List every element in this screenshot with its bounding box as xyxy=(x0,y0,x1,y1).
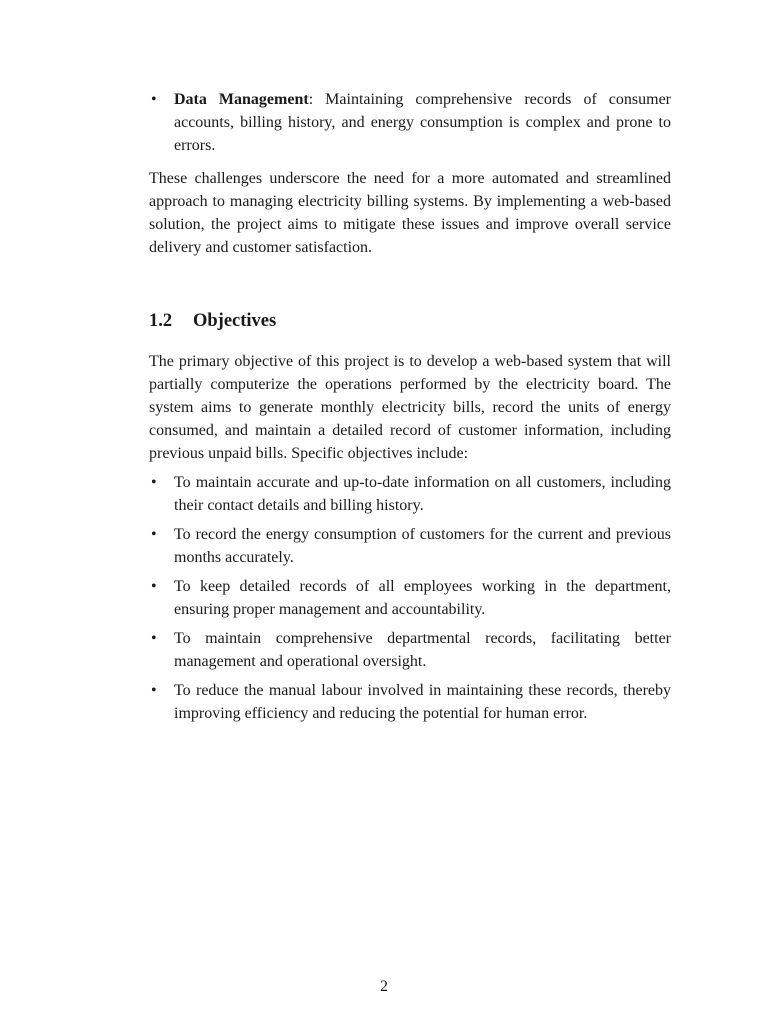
bullet-icon: • xyxy=(151,526,157,543)
bullet-icon: • xyxy=(151,630,157,647)
page-number: 2 xyxy=(380,978,388,995)
challenge-list xyxy=(149,88,671,157)
bullet-icon: • xyxy=(151,682,157,699)
objective-text: To record the energy consumption of customers for the current and previous months accurately. xyxy=(174,526,671,566)
data-management-text: : Maintaining comprehensive records of consumer accounts, billing history, and energy consumption is complex and prone to errors. xyxy=(174,91,672,154)
list-item xyxy=(149,471,671,517)
list-item xyxy=(149,679,671,725)
page-content xyxy=(149,88,671,725)
objective-text: To keep detailed records of all employees working in the department, ensuring proper management and accountability. xyxy=(174,578,671,618)
list-item xyxy=(149,575,671,621)
objective-text: To maintain accurate and up-to-date information on all customers, including their contact details and billing history. xyxy=(174,474,671,514)
section-number: 1.2 xyxy=(149,311,173,331)
section-heading xyxy=(149,308,671,334)
bullet-icon: • xyxy=(151,474,157,491)
data-management-label: Data Management xyxy=(174,91,309,108)
objectives-list xyxy=(149,471,671,725)
section-title: Objectives xyxy=(193,311,277,331)
objective-text: To reduce the manual labour involved in maintaining these records, thereby improving efficiency and reducing the potential for human error. xyxy=(174,682,671,722)
objectives-paragraph: The primary objective of this project is to develop a web-based system that will partially computerize the operations performed by the electricity board. The system aims to generate monthly electricity bills, record the units of energy consumed, and maintain a detailed record of customer information, including previous unpaid bills. Specific objectives include: xyxy=(149,353,671,462)
bullet-icon: • xyxy=(151,578,157,595)
challenges-paragraph: These challenges underscore the need for a more automated and streamlined approach to managing electricity billing systems. By implementing a web-based solution, the project aims to mitigate these issues and improve overall service delivery and customer satisfaction. xyxy=(149,170,671,256)
list-item-data-management xyxy=(149,88,671,157)
bullet-icon: • xyxy=(151,91,157,108)
objective-text: To maintain comprehensive departmental records, facilitating better management and operational oversight. xyxy=(174,630,671,670)
list-item xyxy=(149,627,671,673)
list-item xyxy=(149,523,671,569)
